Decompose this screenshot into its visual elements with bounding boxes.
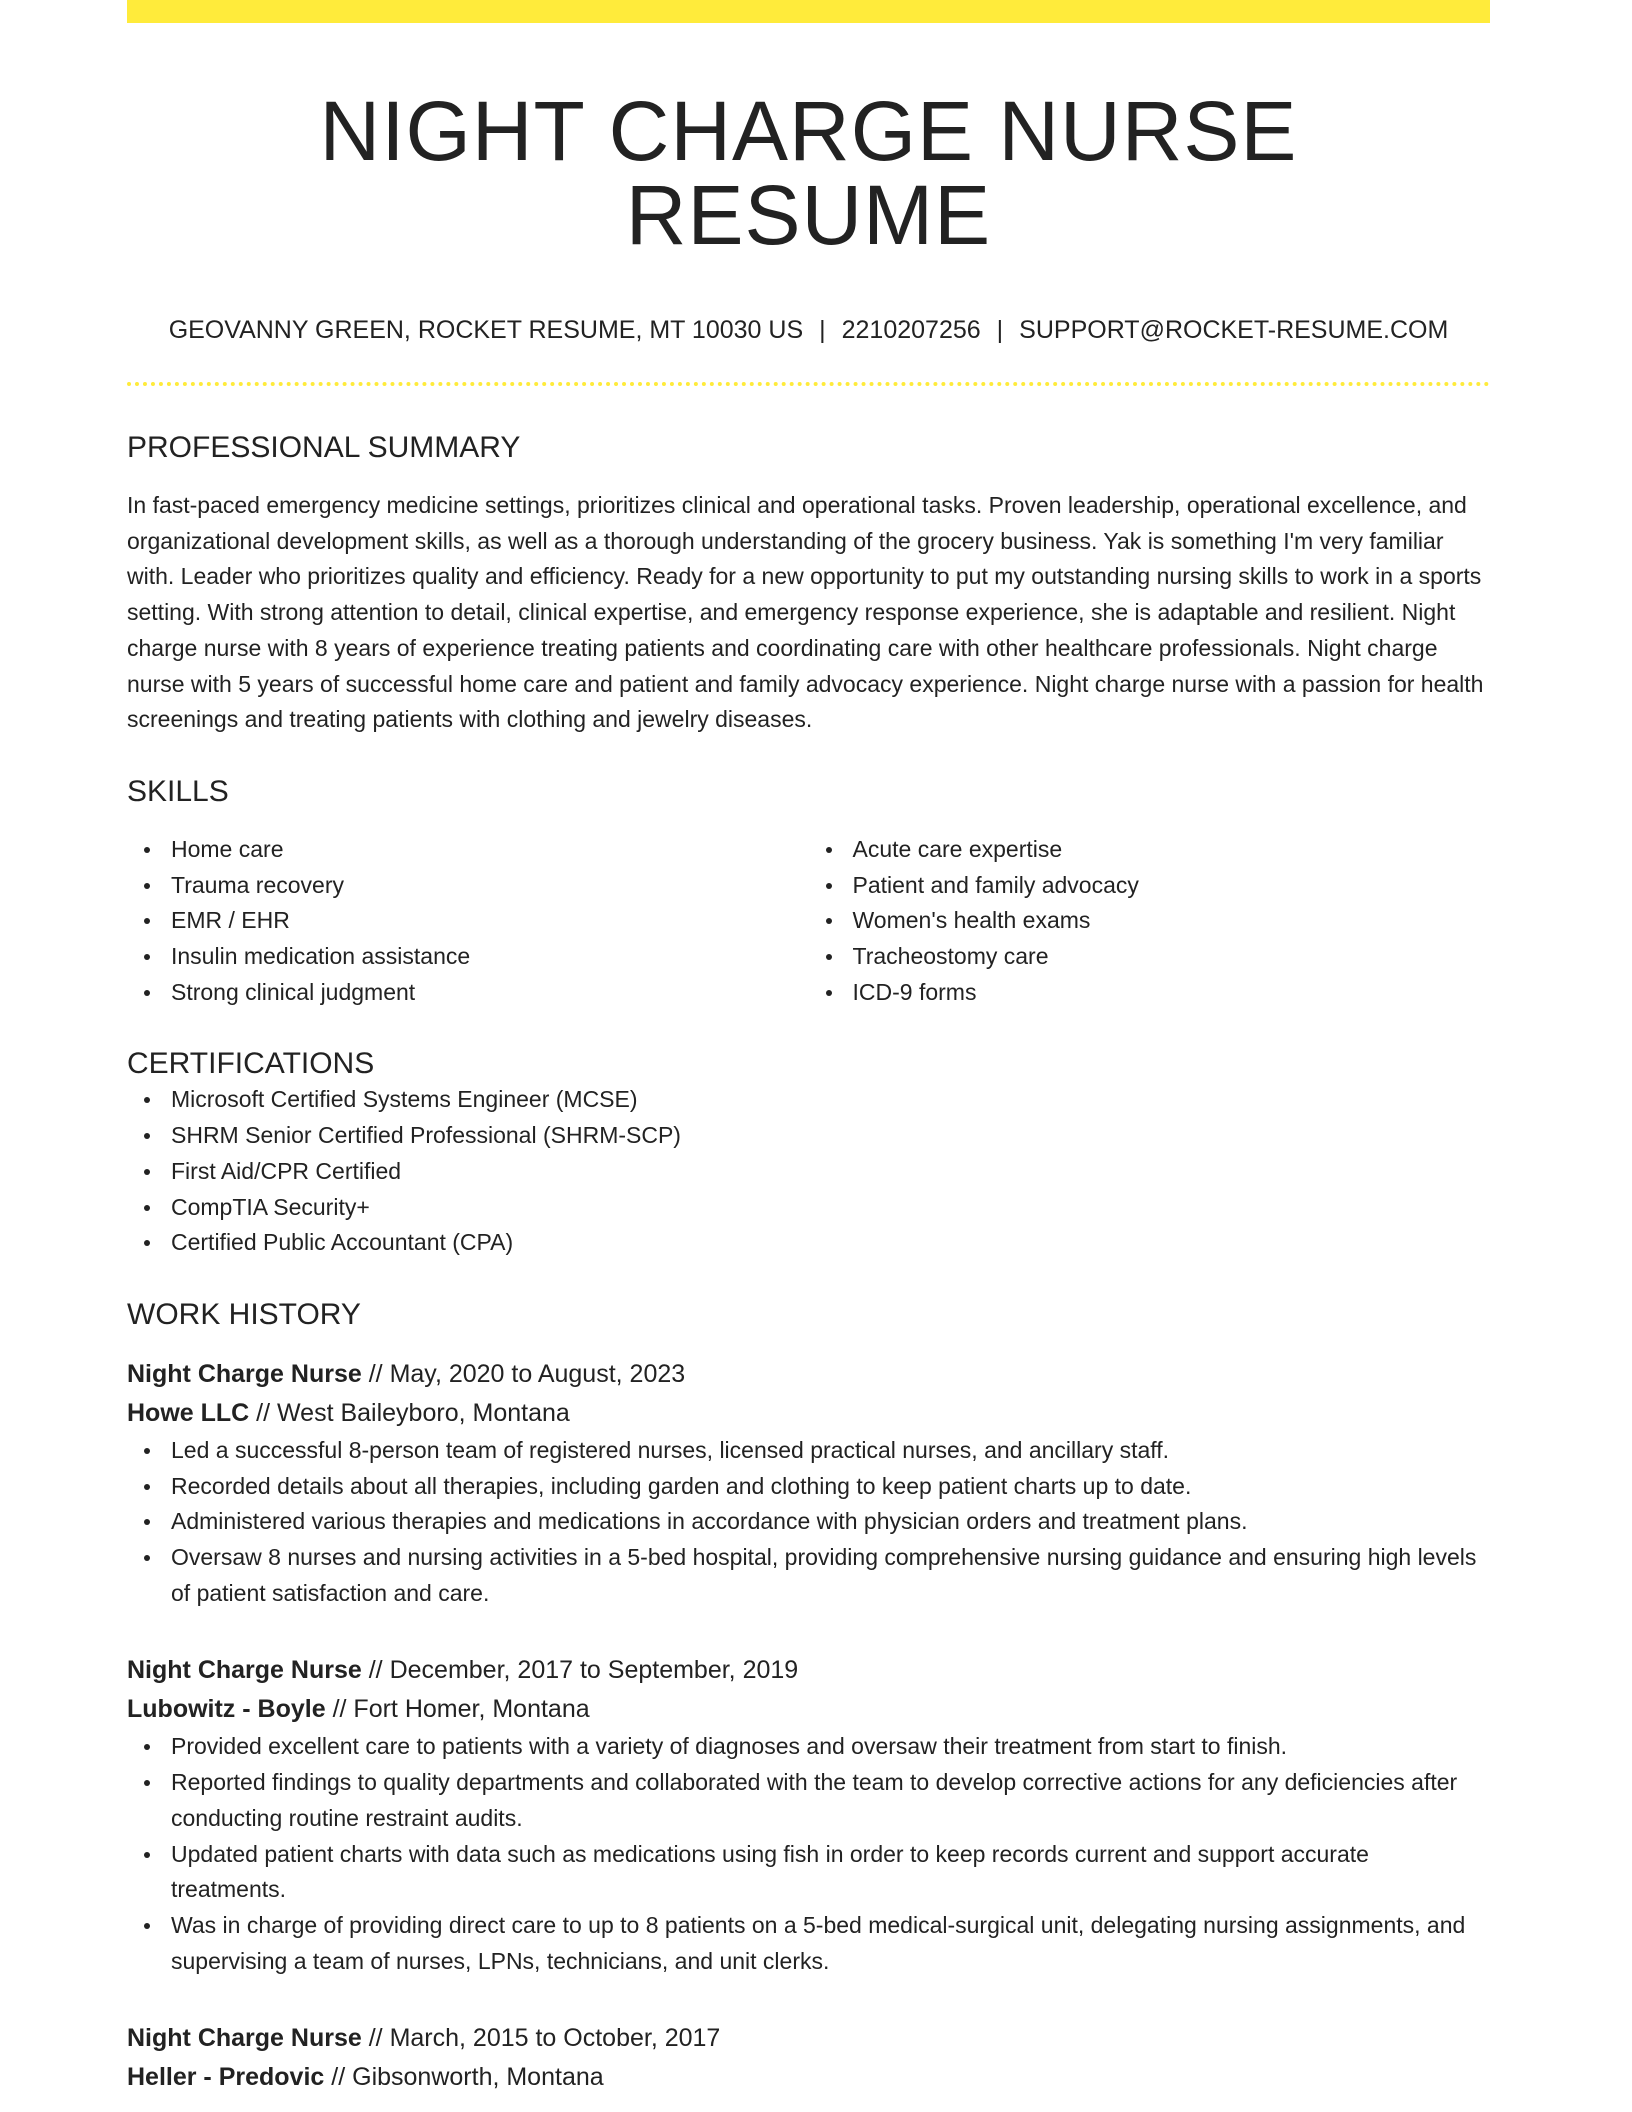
accent-top-bar	[127, 0, 1490, 23]
skill-item: Patient and family advocacy	[809, 868, 1491, 904]
job-company: Howe LLC	[127, 1398, 250, 1427]
job-entry	[127, 1355, 1490, 1612]
certification-item: First Aid/CPR Certified	[127, 1154, 1490, 1190]
certification-item: SHRM Senior Certified Professional (SHRM-SCP)	[127, 1118, 1490, 1154]
job-duty-item: Provided excellent care to patients with a variety of diagnoses and oversaw their treatment from start to finish.	[127, 1729, 1490, 1765]
resume-title: NIGHT CHARGE NURSE RESUME	[319, 84, 1298, 262]
job-duty-item: Administered various therapies and medications in accordance with physician orders and treatment plans.	[127, 1504, 1490, 1540]
job-separator: //	[368, 1359, 383, 1388]
job-duties-list	[127, 1729, 1490, 1979]
job-company-line	[127, 2058, 1490, 2097]
resume-page	[127, 0, 1490, 2097]
job-duty-item: Recorded details about all therapies, including garden and clothing to keep patient charts up to date.	[127, 1469, 1490, 1505]
contact-separator: |	[996, 316, 1004, 344]
job-title-line	[127, 1651, 1490, 1690]
job-location: West Baileyboro, Montana	[277, 1398, 570, 1427]
skill-item: Women's health exams	[809, 903, 1491, 939]
job-company: Lubowitz - Boyle	[127, 1695, 326, 1724]
contact-separator: |	[819, 316, 826, 344]
job-title: Night Charge Nurse	[127, 1359, 362, 1388]
job-entry	[127, 2019, 1490, 2097]
skills-column-right	[809, 832, 1491, 1011]
work-history-heading: WORK HISTORY	[127, 1297, 361, 1331]
certification-item: Microsoft Certified Systems Engineer (MCSE)	[127, 1082, 1490, 1118]
skill-item: Acute care expertise	[809, 832, 1491, 868]
job-title-line	[127, 1355, 1490, 1394]
contact-address: GEOVANNY GREEN, ROCKET RESUME, MT 10030 US	[168, 316, 804, 344]
skill-item: Trauma recovery	[127, 868, 809, 904]
job-title-line	[127, 2019, 1490, 2058]
dotted-divider	[127, 382, 1490, 386]
job-location: Gibsonworth, Montana	[352, 2063, 604, 2092]
summary-heading: PROFESSIONAL SUMMARY	[127, 431, 521, 464]
job-location: Fort Homer, Montana	[353, 1695, 590, 1724]
job-dates: May, 2020 to August, 2023	[389, 1359, 686, 1388]
skills-heading: SKILLS	[127, 774, 229, 808]
contact-email: SUPPORT@ROCKET-RESUME.COM	[1019, 316, 1449, 344]
job-separator: //	[331, 2063, 346, 2092]
certification-item: Certified Public Accountant (CPA)	[127, 1225, 1490, 1261]
job-title: Night Charge Nurse	[127, 2024, 362, 2053]
job-company-line	[127, 1690, 1490, 1729]
job-duty-item: Updated patient charts with data such as medications using fish in order to keep records current and support accurate treatments.	[127, 1837, 1490, 1908]
skill-item: Tracheostomy care	[809, 939, 1491, 975]
contact-phone: 2210207256	[841, 316, 981, 344]
job-separator: //	[368, 1656, 383, 1685]
certifications-list	[127, 1082, 1490, 1261]
job-duty-item: Was in charge of providing direct care to up to 8 patients on a 5-bed medical-surgical unit, delegating nursing assignments, and supervising a team of nurses, LPNs, technicians, and unit clerks.	[127, 1908, 1490, 1979]
job-company-line	[127, 1394, 1490, 1433]
skill-item: EMR / EHR	[127, 903, 809, 939]
job-duty-item: Reported findings to quality departments and collaborated with the team to develop corrective actions for any deficiencies after conducting routine restraint audits.	[127, 1765, 1490, 1836]
skills-column-left	[127, 832, 809, 1011]
contact-line	[127, 315, 1490, 345]
skills-list	[127, 832, 1490, 1011]
summary-text: In fast-paced emergency medicine settings, prioritizes clinical and operational tasks. Proven leadership, operational excellence, and organizational development skills, as well as a thorough understanding of the grocery business. Yak is something I'm very familiar with. Leader who prioritizes quality and efficiency. Ready for a new opportunity to put my outstanding nursing skills to work in a sports setting. With strong attention to detail, clinical expertise, and emergency response experience, she is adaptable and resilient. Night charge nurse with 8 years of experience treating patients and coordinating care with other healthcare professionals. Night charge nurse with 5 years of successful home care and patient and family advocacy experience. Night charge nurse with a passion for health screenings and treating patients with clothing and jewelry diseases.	[127, 492, 1484, 733]
job-separator: //	[256, 1398, 271, 1427]
certifications-heading: CERTIFICATIONS	[127, 1047, 375, 1081]
job-dates: December, 2017 to September, 2019	[389, 1656, 799, 1685]
job-company: Heller - Predovic	[127, 2063, 325, 2092]
job-duty-item: Led a successful 8-person team of registered nurses, licensed practical nurses, and ancillary staff.	[127, 1433, 1490, 1469]
job-duty-item: Oversaw 8 nurses and nursing activities in a 5-bed hospital, providing comprehensive nursing guidance and ensuring high levels of patient satisfaction and care.	[127, 1540, 1490, 1611]
job-entry	[127, 1651, 1490, 1979]
skill-item: ICD-9 forms	[809, 975, 1491, 1011]
skill-item: Home care	[127, 832, 809, 868]
job-title: Night Charge Nurse	[127, 1656, 362, 1685]
job-separator: //	[332, 1695, 347, 1724]
job-dates: March, 2015 to October, 2017	[389, 2024, 721, 2053]
certification-item: CompTIA Security+	[127, 1190, 1490, 1226]
skill-item: Insulin medication assistance	[127, 939, 809, 975]
skill-item: Strong clinical judgment	[127, 975, 809, 1011]
job-separator: //	[368, 2024, 383, 2053]
job-duties-list	[127, 1433, 1490, 1612]
